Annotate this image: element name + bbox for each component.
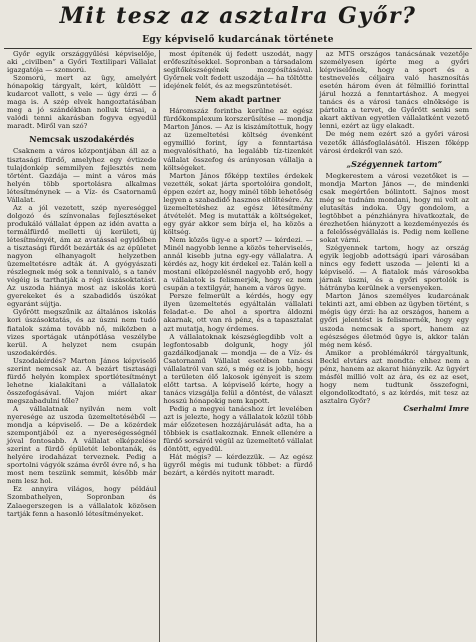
column-2	[159, 50, 315, 642]
column-3	[316, 50, 472, 642]
paragraph: Uszodakérdés? Marton János képviselő szerint nemcsak az. A bezárt tisztasági fürdő helyén komplex sportlétesítményt lehetne kialakítani a vállalatok összefogásával. Vajon miért akar megszabadulni tőle?	[7, 356, 157, 405]
section-heading: Nem akadt partner	[195, 94, 281, 105]
paragraph: A vállalatnak nyilván nem volt nyeresége az uszoda üzemeltetéséből — mondja a képviselő. — De a közérdek szempontjából ez a nyereségességnél jóval fontosabb. A vállalat elképzelése szerint a fürdő épületét lebontanák, és helyére irodaházat terveznek. Pedig a sportolni vágyók száma évről évre nő, s ha most nem teszünk semmit, később már nem lesz hol.	[7, 404, 157, 486]
paragraph: De még nem ezért szó a győri városi vezetők állásfoglalásától. Hiszen főképp városi érdekről van szó.	[319, 130, 469, 155]
paragraph: Megkerestem a városi vezetőket is — mondja Marton János —, de mindenki csak megértően bólintott. Sajnos most még se tudnám mondani, hogy mi volt az elutasítás indoka. Úgy gondolom, a legtöbbet a pénzhiányra hivatkoztak, de érezhetően hiányzott a kezdeményezés és a felelősségvállalás is. Pedig nem kellene sokat várni.	[319, 171, 469, 244]
section-heading: Nemcsak uszodakérdés	[29, 134, 135, 145]
paragraph: Marton János személyes kudarcának tekinti azt, ami ebben az ügyben történt, s mégis úgy érzi: ha az országos, hanem a győri jelentést is felismernék, hogy egy uszoda nemcsak a sport, hanem az egészséges életmód ügye is, akkor talán még nem késő.	[319, 292, 469, 349]
paragraph: Háromszáz forintba kerülne az egész fürdőkomplexum korszerűsítése — mondja Marton János. — Az is kiszámítottuk, hogy az üzemeltetési költség évenként egymillió forint, így a fenntartása megvalósítható, ha legalább tíz-tizenkét vállalat összefog és arányosan vállalja a költségeket.	[163, 107, 313, 172]
paragraph: most építenék új fedett uszodát, nagy erőfeszítésekkel. Sopronban a társadalom segítőkészségének mozgósításával. Győrnek volt fedett uszodája — ha töltötte idejének felét, és az megszüntetését.	[163, 50, 313, 91]
paragraph: Hát mégis? — kérdezzük. — Az egész ügyről mégis mi tudunk többet: a fürdő bezárt, a kérdés nyitott maradt.	[163, 453, 313, 478]
article-columns	[4, 50, 472, 642]
article-subheadline: Egy képviselő kudarcának története	[142, 35, 334, 45]
paragraph: Szégyennek tartom, hogy az ország egyik legjobb adottságú ipari városában nincs egy fedett uszoda — jelenti ki a képviselő. — A fiatalok más városokba járnak úszni, és a győri sportolók is hátrányba kerülnek a versenyeken.	[319, 244, 469, 293]
paragraph: Nem közös ügy-e a sport? — kérdezi. — Minél nagyobb lenne a közös teherviselés, annál kisebb jutna egy-egy vállalatra. A kérdés az, hogy kit érdekel ez. Talán kell a mostani elképzelésnél nagyobb erő, hogy a vállalatok is felismerjék, hogy ez nem csupán a textilgyár, hanem a város ügye.	[163, 235, 313, 293]
paragraph: Az a jól vezetett, szép nyereséggel dolgozó és színvonalas fejlesztéseket produkáló vállalat éppen az idén avatta a termálfürdő melletti új kerületi, új létesítményét, ám az avatással egyidőben a tisztasági fürdőt bezárták és az épületet nagyon elhanyagolt helyzetben üzemeltetésre adták át. A gyógyászati részlegnek még sok a tennivaló, s a tanév végéig is tarthatják a régi úszásoktatást. Az uszoda hiánya most az iskolás korú gyerekeket és a szabadidős úszókat egyaránt sújtja.	[7, 203, 157, 309]
paragraph: Amikor a problémákról tárgyaltunk, Beckl elvtárs azt mondta: ehhez nem a pénz, hanem az akarat hiányzik. Az ügyért másfél millió volt az ára, és ez az eset, hogy nem tudtunk összefogni, elgondolkodtató, s az kérdés, mit tesz az asztalra Győr?	[319, 348, 469, 405]
paragraph: Ez annyira világos, hogy például Szombathelyen, Sopronban és Zalaegerszegen is a vállalatok közösen tartják fenn a hasonló létesítményeket.	[7, 485, 157, 518]
paragraph: Győr egyik országgyűlési képviselője, aki „civilben” a Győri Textilipari Vállalat igazgatója — szomorú.	[7, 50, 157, 75]
paragraph: Győrött megszűnik az általános iskolás kori úszásoktatás, és az úszni nem tudó fiatalok száma tovább nő, miközben a vizes sportágak utánpótlása veszélybe kerül. A helyzet nem csupán uszodakérdés.	[7, 308, 157, 357]
paragraph: Csaknem a város központjában áll az a tisztasági fürdő, amelyhez egy évtizede tulajdonkép semmilyen fejlesztés nem történt. Gazdája — mint a város más helyén több sportolásra alkalmas létesítménynek — a Víz- és Csatornamű Vállalat.	[7, 147, 157, 204]
paragraph: Szomorú, mert az ügy, amelyért hónapokig tárgyalt, kért, küldött — kudarcot vallott, s vele — úgy érzi — ő maga is. A szép elvek hangoztatásában meg a jó szándékban nolluk társai, a valódi tenni akarásban fogyva egyedül maradt. Miről van szó?	[7, 74, 157, 131]
paragraph: A vállalatoknak készséglegdibb volt a legfontosabb dolgunk, hogy jól gazdálkodjanak — mondja — de a Víz- és Csatornamű Vállalat esetében tanácsi vállalatról van szó, s még ez is jobb, hogy a területen élő lakosok igényeit is szem előtt tartsa. A képviselő kérte, hogy a tanács vizsgálja felül a döntést, de választ hosszú hónapokig nem kapott.	[163, 332, 313, 405]
header-rule	[4, 48, 472, 49]
author-signature: Cserhalmi Imre	[403, 403, 469, 413]
paragraph: Persze felmerült a kérdés, hogy egy ilyen üzemeltetés egyáltalán vállalati feladat-e. De ahol a sportra áldozni akarnak, ott van rá pénz, és a tapasztalat azt mutatja, hogy érdemes.	[163, 292, 313, 333]
column-1	[4, 50, 159, 642]
article-headline: Mit tesz az asztalra Győr?	[59, 3, 417, 29]
paragraph: Marton János főképp textiles érdekek vezették, sokat járta sportolóira gondolt, éppen ezért az, hogy minél több lehetőség legyen a szabadidő hasznos eltöltésére. Az üzemeltetéshez az egész létesítmény átvételét. Meg is mutatták a költségeket, egy gyár akkor sem bírja el, ha közös a költség.	[163, 171, 313, 236]
paragraph: Pedig a megyei tanácshoz írt levelében azt is jelezte, hogy a vállalatok közül több már előzetesen hozzájárulását adta, ha a többiek is csatlakoznak. Ennek ellenére a fürdő sorsáról végül az üzemeltető vállalat döntött, egyedül.	[163, 404, 313, 454]
paragraph: az MTS országos tanácsának vezetője személyesen ígérte meg a győri képviselőnek, hogy a sport és a testnevelés céljaira való hasznosítás esetén három éven át félmillió forinttal járul hozzá a fenntartáshoz. A megyei tanács és a városi tanács elnöksége is pártolta a tervet, de Győrött senki sem akart aktívan egyetlen vállalatként vezető lenni, ezért az ügy elakadt.	[319, 50, 469, 131]
section-heading: „Szégyennek tartom”	[346, 158, 443, 169]
